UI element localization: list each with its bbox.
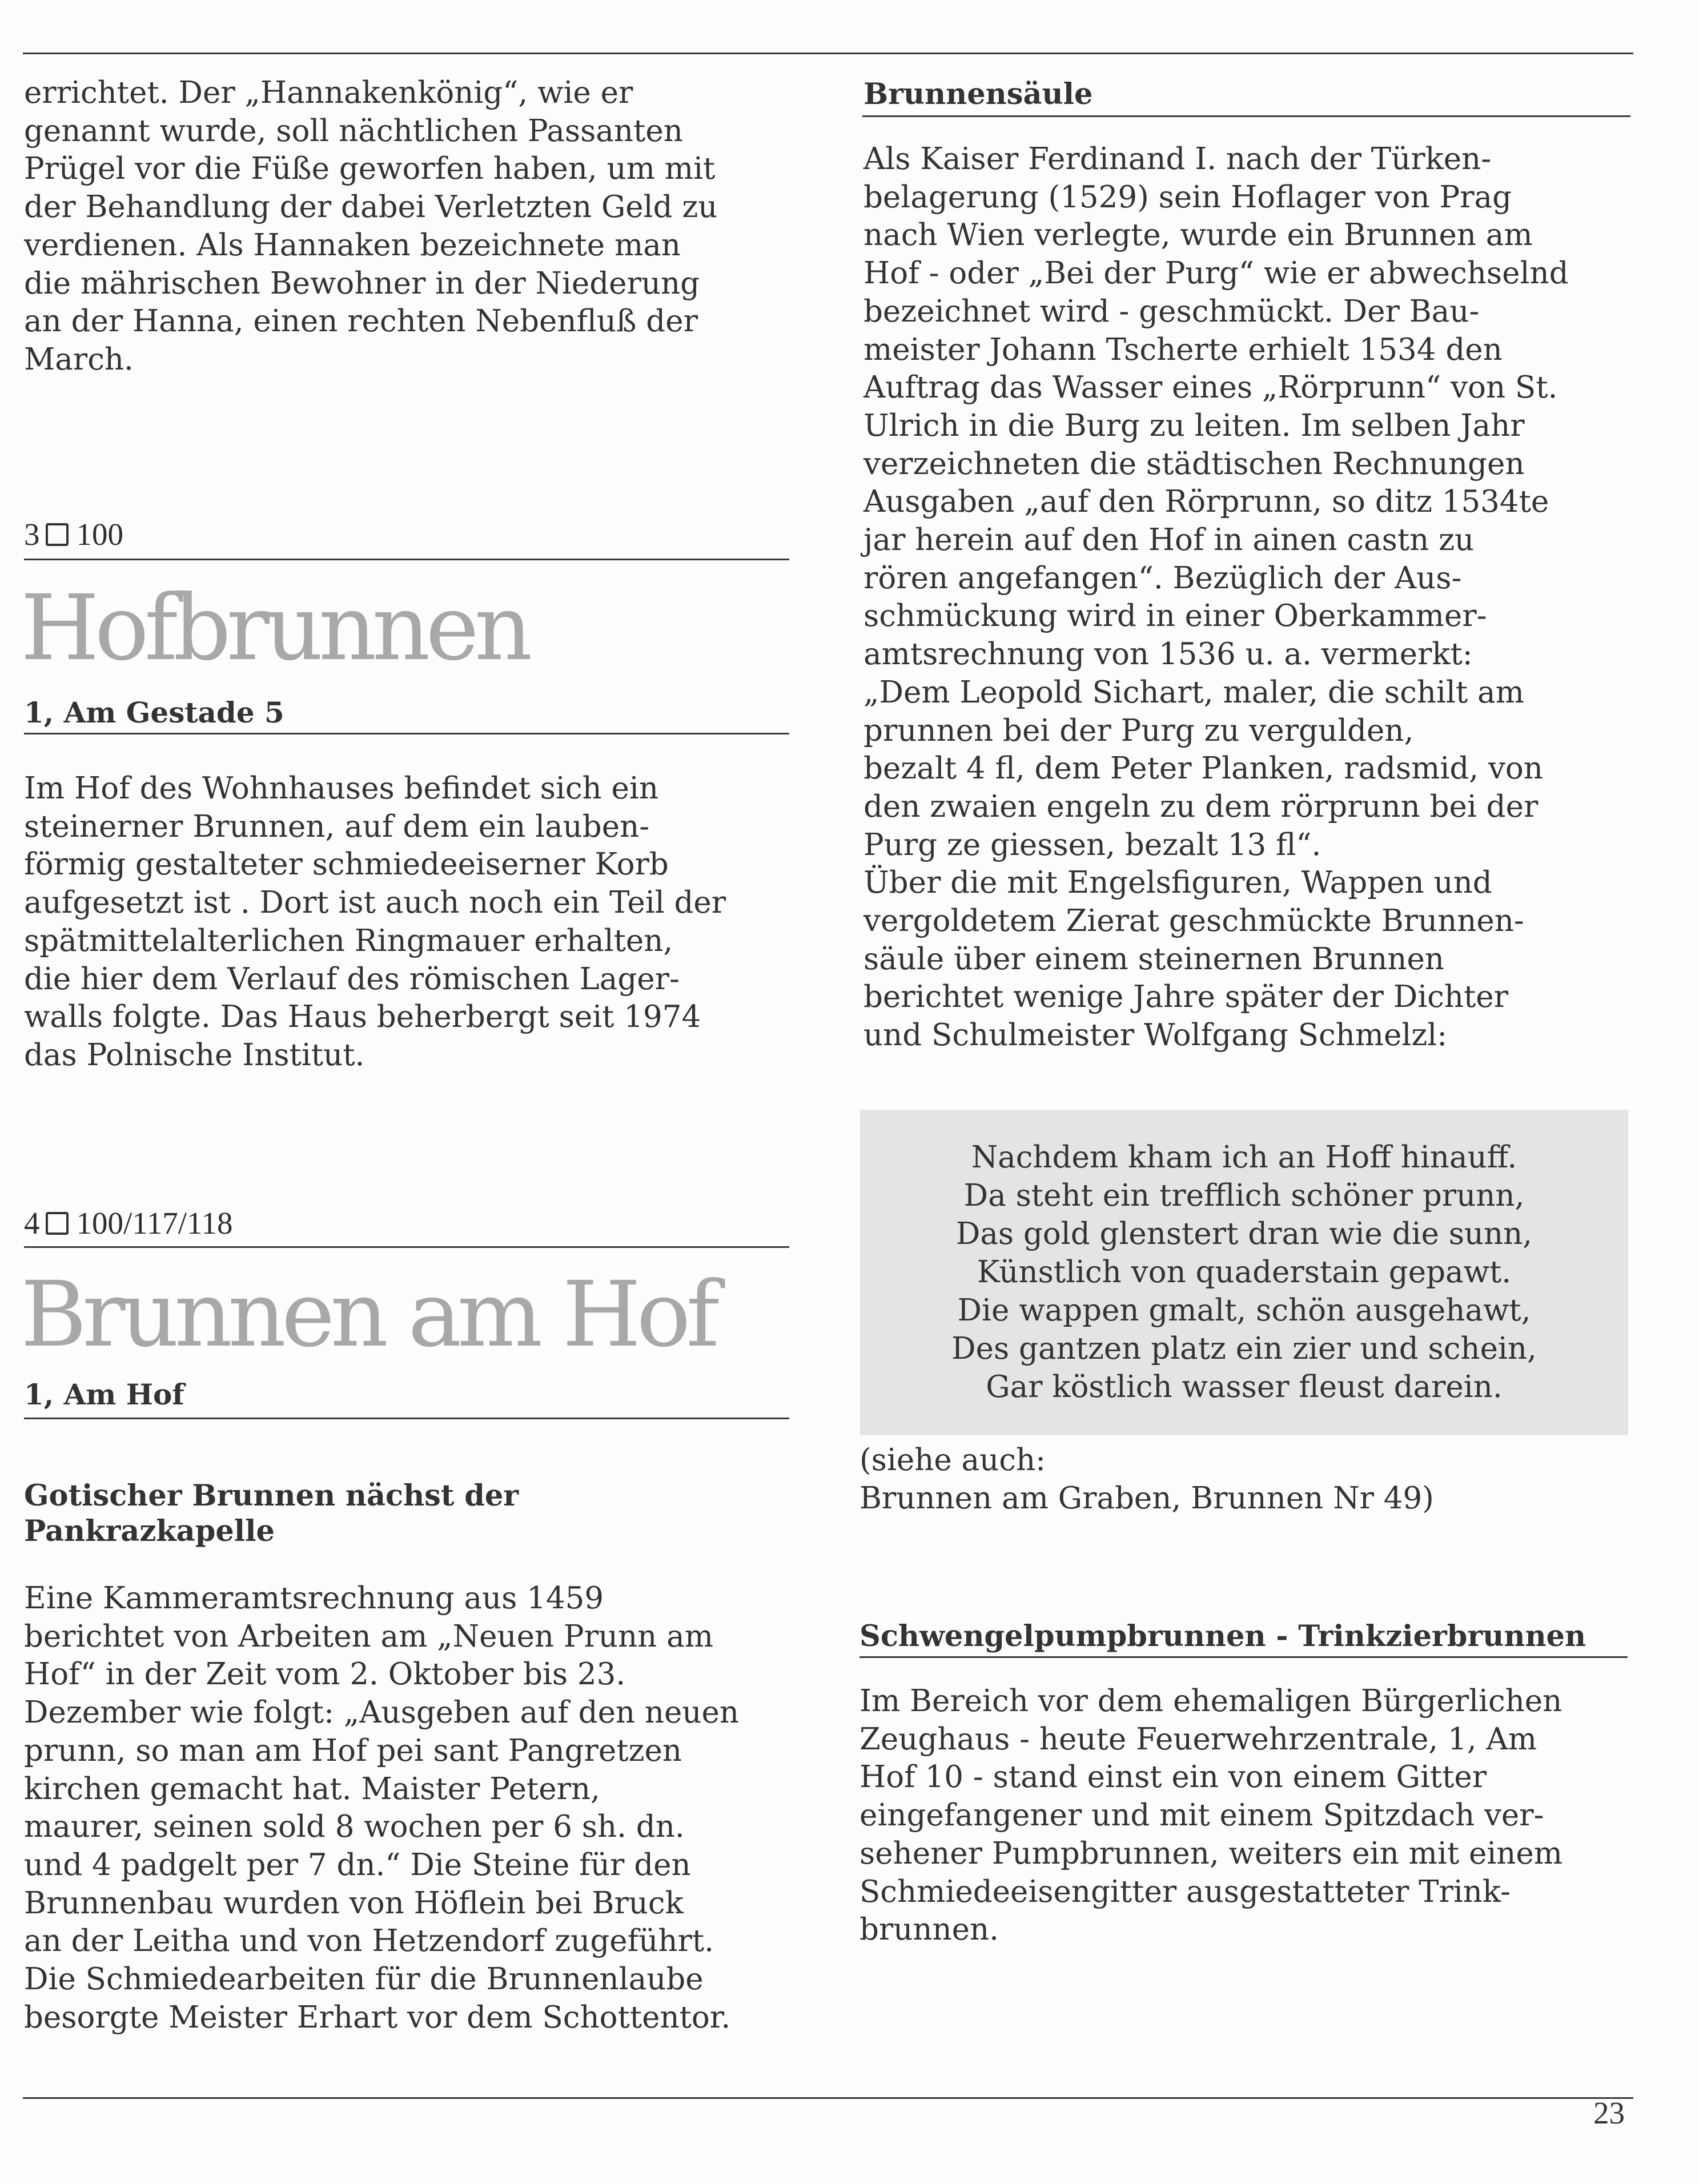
entry-3-body: Im Hof des Wohnhauses befindet sich ein steinerner Brunnen, auf dem ein lauben- förmig gestalteter schmiedeeiserner Korb aufgesetzt ist . Dort ist auch noch ein Teil der spätmittelalterlichen Ringmauer erhalten, die hier dem Verlauf des römischen Lager- walls folgte. Das Haus beherbergt seit 1974 das Polnische Institut.	[24, 771, 726, 1073]
brunnensaeule-rule	[862, 115, 1630, 117]
entry-4-address-rule	[24, 1418, 789, 1419]
top-rule	[23, 53, 1633, 54]
bottom-rule	[23, 2097, 1633, 2099]
page-number: 23	[1593, 2095, 1625, 2130]
entry-4-subheading: Gotischer Brunnen nächst der Pankrazkapelle	[24, 1479, 519, 1548]
poem-box: Nachdem kham ich an Hoff hinauff. Da steht ein trefflich schöner prunn, Das gold glenstert dran wie die sunn, Künstlich von quaderstain gepawt. Die wappen gmalt, schön ausgehawt, Des gantzen platz ein zier und schein, Gar köstlich wasser fleust darein.	[860, 1110, 1628, 1435]
checkbox-icon	[46, 523, 69, 546]
entry-4-body: Eine Kammeramtsrechnung aus 1459 berichtet von Arbeiten am „Neuen Prunn am Hof“ in der Zeit vom 2. Oktober bis 23. Dezember wie folgt: „Ausgeben auf den neuen prunn, so man am Hof pei sant Pangretzen kirchen gemacht hat. Maister Petern, maurer, seinen sold 8 wochen per 6 sh. dn. und 4 padgelt per 7 dn.“ Die Steine für den Brunnenbau wurden von Höflein bei Bruck an der Leitha und von Hetzendorf zugeführt. Die Schmiedearbeiten für die Brunnenlaube besorgte Meister Erhart vor dem Schottentor.	[24, 1581, 740, 2035]
entry-4-title: Brunnen am Hof	[21, 1262, 716, 1367]
brunnensaeule-body: Als Kaiser Ferdinand I. nach der Türken- belagerung (1529) sein Hoflager von Prag nach Wien verlegte, wurde ein Brunnen am Hof - oder „Bei der Purg“ wie er abwechselnd bezeichnet wird - geschmückt. Der Bau- meister Johann Tscherte erhielt 1534 den Auftrag das Wasser eines „Rörprunn“ von St. Ulrich in die Burg zu leiten. Im selben Jahr verzeichneten die städtischen Rechnungen Ausgaben „auf den Rörprunn, so ditz 1534te jar herein auf den Hof in ainen castn zu rören angefangen“. Bezüglich der Aus- schmückung wird in einer Oberkammer- amtsrechnung von 1536 u. a. vermerkt: „Dem Leopold Sichart, maler, die schilt am prunnen bei der Purg zu vergulden, bezalt 4 fl, dem Peter Planken, radsmid, von den zwaien engeln zu dem rörprunn bei der Purg ze giessen, bezalt 13 fl“. Über die mit Engelsfiguren, Wappen und vergoldetem Zierat geschmückte Brunnen- säule über einem steinernen Brunnen berichtet wenige Jahre später der Dichter und Schulmeister Wolfgang Schmelzl:	[863, 142, 1569, 1053]
checkbox-icon	[46, 1212, 69, 1235]
entry-4-address: 1, Am Hof	[24, 1378, 184, 1411]
schwengelpumpbrunnen-heading: Schwengelpumpbrunnen - Trinkzierbrunnen	[859, 1619, 1586, 1653]
brunnensaeule-heading: Brunnensäule	[863, 77, 1093, 111]
entry-4-number: 4 100/117/118	[24, 1206, 233, 1240]
see-also-note: (siehe auch: Brunnen am Graben, Brunnen Nr 49)	[859, 1443, 1434, 1516]
entry-3-address: 1, Am Gestade 5	[24, 696, 284, 729]
entry-3-address-rule	[24, 733, 789, 734]
entry-3-rule	[24, 559, 789, 560]
schwengelpumpbrunnen-rule	[859, 1656, 1628, 1658]
entry-4-rule	[24, 1246, 789, 1248]
entry-3-number: 3 100	[24, 517, 123, 552]
schwengelpumpbrunnen-body: Im Bereich vor dem ehemaligen Bürgerlichen Zeughaus - heute Feuerwehrzentrale, 1, Am Hof 10 - stand einst ein von einem Gitter eingefangener und mit einem Spitzdach ver- sehener Pumpbrunnen, weiters ein mit einem Schmiedeeisengitter ausgestatteter Trink- brunnen.	[859, 1684, 1563, 1948]
intro-paragraph: errichtet. Der „Hannakenkönig“, wie er genannt wurde, soll nächtlichen Passanten Prügel vor die Füße geworfen haben, um mit der Behandlung der dabei Verletzten Geld zu verdienen. Als Hannaken bezeichnete man die mährischen Bewohner in der Niederung an der Hanna, einen rechten Nebenfluß der March.	[24, 75, 718, 377]
entry-3-title: Hofbrunnen	[21, 576, 528, 681]
